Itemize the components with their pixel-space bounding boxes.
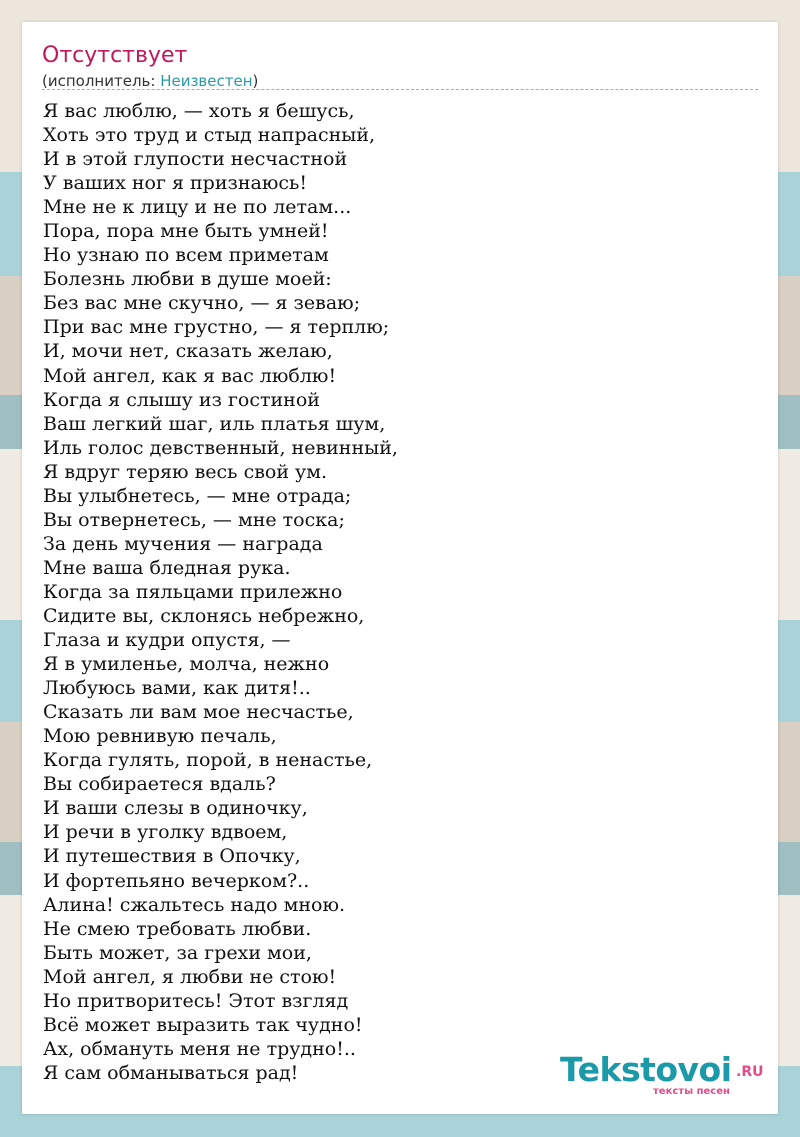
lyric-line: Сидите вы, склонясь небрежно, bbox=[43, 604, 365, 627]
lyric-line: И ваши слезы в одиночку, bbox=[43, 797, 308, 820]
lyric-line: Но узнаю по всем приметам bbox=[43, 244, 329, 267]
lyric-line: При вас мне грустно, — я терплю; bbox=[43, 316, 390, 339]
lyric-line: И речи в уголку вдвоем, bbox=[43, 821, 288, 844]
artist-line bbox=[42, 71, 258, 91]
lyric-line: Иль голос девственный, невинный, bbox=[43, 436, 398, 459]
lyric-line: Мою ревнивую печаль, bbox=[43, 725, 277, 748]
lyric-line: Болезнь любви в душе моей: bbox=[43, 268, 332, 291]
lyric-line: Ах, обмануть меня не трудно!.. bbox=[43, 1037, 356, 1060]
lyric-line: Я в умиленье, молча, нежно bbox=[43, 653, 330, 676]
lyrics-card bbox=[22, 22, 778, 1114]
lyric-line: Я вас люблю, — хоть я бешусь, bbox=[43, 100, 355, 122]
lyric-line: И в этой глупости несчастной bbox=[43, 148, 348, 171]
logo-tagline: тексты песен bbox=[653, 1086, 730, 1097]
lyric-line: Мне не к лицу и не по летам... bbox=[43, 196, 352, 219]
lyric-line: Я вдруг теряю весь свой ум. bbox=[43, 460, 328, 483]
lyric-line: Без вас мне скучно, — я зеваю; bbox=[43, 292, 361, 315]
lyric-line: Не смею требовать любви. bbox=[43, 917, 312, 940]
lyric-line: Хоть это труд и стыд напрасный, bbox=[43, 124, 376, 147]
lyric-line: И фортепьяно вечерком?.. bbox=[43, 869, 310, 892]
lyric-line: Алина! сжальтесь надо мною. bbox=[43, 893, 346, 916]
lyric-line: Ваш легкий шаг, иль платья шум, bbox=[43, 412, 386, 435]
song-title: Отсутствует bbox=[42, 43, 188, 68]
lyric-line: Быть может, за грехи мои, bbox=[43, 941, 312, 964]
lyric-line: Сказать ли вам мое несчастье, bbox=[43, 701, 354, 724]
lyric-line: Всё может выразить так чудно! bbox=[43, 1013, 363, 1036]
artist-link[interactable]: Неизвестен bbox=[160, 72, 253, 90]
lyric-line: Вы собираетеся вдаль? bbox=[43, 773, 276, 796]
lyric-line: Но притворитесь! Этот взгляд bbox=[43, 989, 349, 1012]
site-logo[interactable] bbox=[560, 1052, 770, 1100]
lyric-line: Когда гулять, порой, в ненастье, bbox=[43, 749, 373, 772]
lyric-line: Мне ваша бледная рука. bbox=[43, 556, 291, 579]
artist-prefix: (исполнитель: bbox=[42, 72, 161, 90]
lyric-line: И, мочи нет, сказать желаю, bbox=[43, 340, 333, 363]
lyric-line: Пора, пора мне быть умней! bbox=[43, 220, 329, 243]
lyric-line: Когда я слышу из гостиной bbox=[43, 388, 320, 411]
lyric-line: Я сам обманываться рад! bbox=[43, 1061, 299, 1084]
lyrics-text bbox=[43, 99, 398, 1085]
logo-tld: .RU bbox=[736, 1064, 764, 1080]
lyric-line: За день мучения — награда bbox=[43, 532, 323, 555]
artist-suffix: ) bbox=[252, 72, 259, 90]
lyric-line: Когда за пяльцами прилежно bbox=[43, 580, 343, 603]
logo-name: Tekstovoi bbox=[560, 1050, 732, 1089]
lyric-line: У ваших ног я признаюсь! bbox=[43, 172, 308, 195]
divider bbox=[42, 89, 758, 90]
lyric-line: Вы отвернетесь, — мне тоска; bbox=[43, 508, 345, 531]
lyric-line: Вы улыбнетесь, — мне отрада; bbox=[43, 484, 352, 507]
lyric-line: И путешествия в Опочку, bbox=[43, 845, 301, 868]
lyric-line: Любуюсь вами, как дитя!.. bbox=[43, 677, 311, 700]
lyric-line: Глаза и кудри опустя, — bbox=[43, 629, 291, 652]
lyric-line: Мой ангел, как я вас люблю! bbox=[43, 364, 337, 387]
lyric-line: Мой ангел, я любви не стою! bbox=[43, 965, 337, 988]
